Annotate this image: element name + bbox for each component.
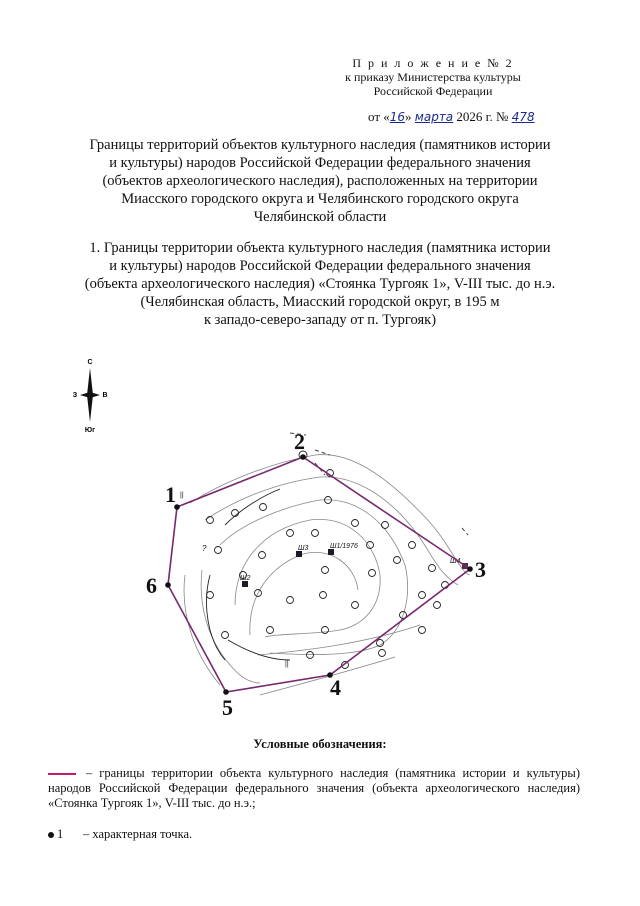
handwritten-number: 478 — [511, 110, 535, 124]
point-label-4: 4 — [330, 675, 341, 700]
excavation-pits — [242, 549, 468, 587]
point-label-5: 5 — [222, 695, 233, 720]
survey-markers — [207, 451, 449, 669]
boundary-line-icon — [48, 773, 76, 775]
contour-lines — [184, 455, 470, 695]
svg-text:Юг: Юг — [84, 427, 96, 434]
compass-rose-icon — [70, 355, 110, 435]
point-label-6: 6 — [146, 573, 157, 598]
legend-point-item: 1 – характерная точка. — [48, 827, 580, 842]
point-label-1: 1 — [165, 482, 176, 507]
point-label-2: 2 — [294, 429, 305, 454]
document-header — [318, 56, 548, 98]
pit-label-sh4: Ш4 — [450, 558, 461, 565]
pit-label-sh1: Ш1/1976 — [330, 543, 358, 550]
question-mark: ? — [202, 544, 207, 553]
section-heading: 1. Границы территории объекта культурного наследия (памятника истории и культуры) народов Российской Федерации федерального значения (объекта археологического наследия) «Стоянка Тургояк 1», V-III тыс. до н.э. (Челябинская область, Миасский городской округ, в 195 м к западо-северо-западу от п. Тургояк) — [84, 240, 556, 328]
ministry-name: Российской Федерации — [373, 84, 493, 98]
territory-boundary — [168, 457, 470, 692]
legend-title: Условные обозначения: — [253, 737, 387, 751]
svg-text:С: С — [87, 359, 93, 366]
document-title: Границы территорий объектов культурного наследия (памятников истории и культуры) народов Российской Федерации федерального значения (объектов археологического наследия), расположенных на территории Миасского городского округа и Челябинского городского округа Челябинской области — [89, 137, 551, 225]
handwritten-month: марта — [414, 110, 454, 124]
svg-text:В: В — [102, 392, 108, 399]
pit-label-sh3: Ш3 — [298, 545, 309, 552]
svg-text:З: З — [72, 392, 78, 399]
tick-mark: || — [285, 661, 289, 668]
pit-label-sh2: Ш2 — [240, 575, 251, 582]
order-reference: к приказу Министерства культуры — [345, 70, 521, 84]
svg-text:||: || — [180, 492, 184, 499]
point-label-3: 3 — [475, 557, 486, 582]
appendix-label: П р и л о ж е н и е № 2 — [352, 56, 514, 70]
site-boundary-map — [140, 425, 510, 725]
handwritten-day: 16 — [389, 110, 406, 124]
order-date-line: от «16» марта 2026 г. № 478 — [368, 109, 535, 124]
legend-boundary-item: – границы территории объекта культурного наследия (памятника истории и культуры) народов Российской Федерации федерального значения (объекта археологического наследия) «Стоянка Тургояк 1», V-III тыс. до н.э.; — [48, 766, 580, 810]
point-dot-icon — [48, 832, 54, 838]
